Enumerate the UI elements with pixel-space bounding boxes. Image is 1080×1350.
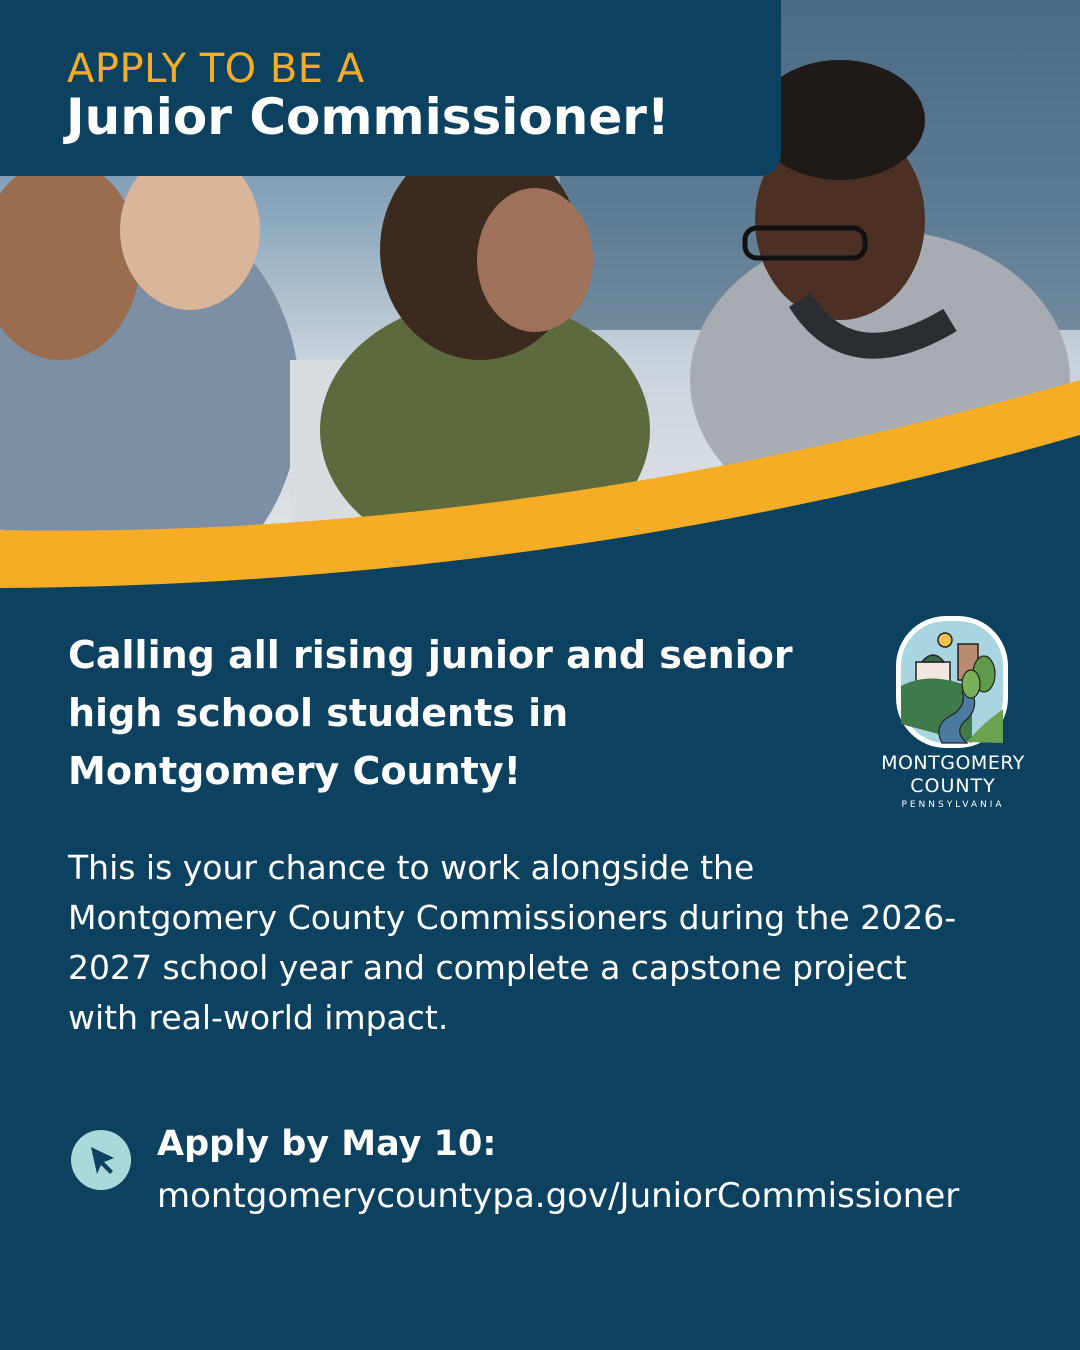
logo-line-3: PENNSYLVANIA [901, 800, 1005, 810]
page-title: Junior Commissioner! [66, 88, 670, 146]
county-seal-icon [872, 614, 1034, 754]
apply-deadline: Apply by May 10: [157, 1124, 497, 1164]
title-banner [0, 0, 781, 176]
montgomery-county-logo [872, 614, 1034, 814]
apply-link[interactable]: montgomerycountypa.gov/JuniorCommissioner [157, 1176, 960, 1216]
title-kicker: APPLY TO BE A [67, 46, 365, 92]
headline: Calling all rising junior and senior high school students in Montgomery County! [68, 633, 793, 793]
body-text: This is your chance to work alongside the Montgomery County Commissioners during the 2026-2027 school year and complete a capstone project with real-world impact. [68, 848, 957, 1037]
logo-line-2: COUNTY [910, 775, 996, 797]
cursor-click-icon [71, 1130, 131, 1190]
logo-line-1: MONTGOMERY [881, 752, 1025, 774]
